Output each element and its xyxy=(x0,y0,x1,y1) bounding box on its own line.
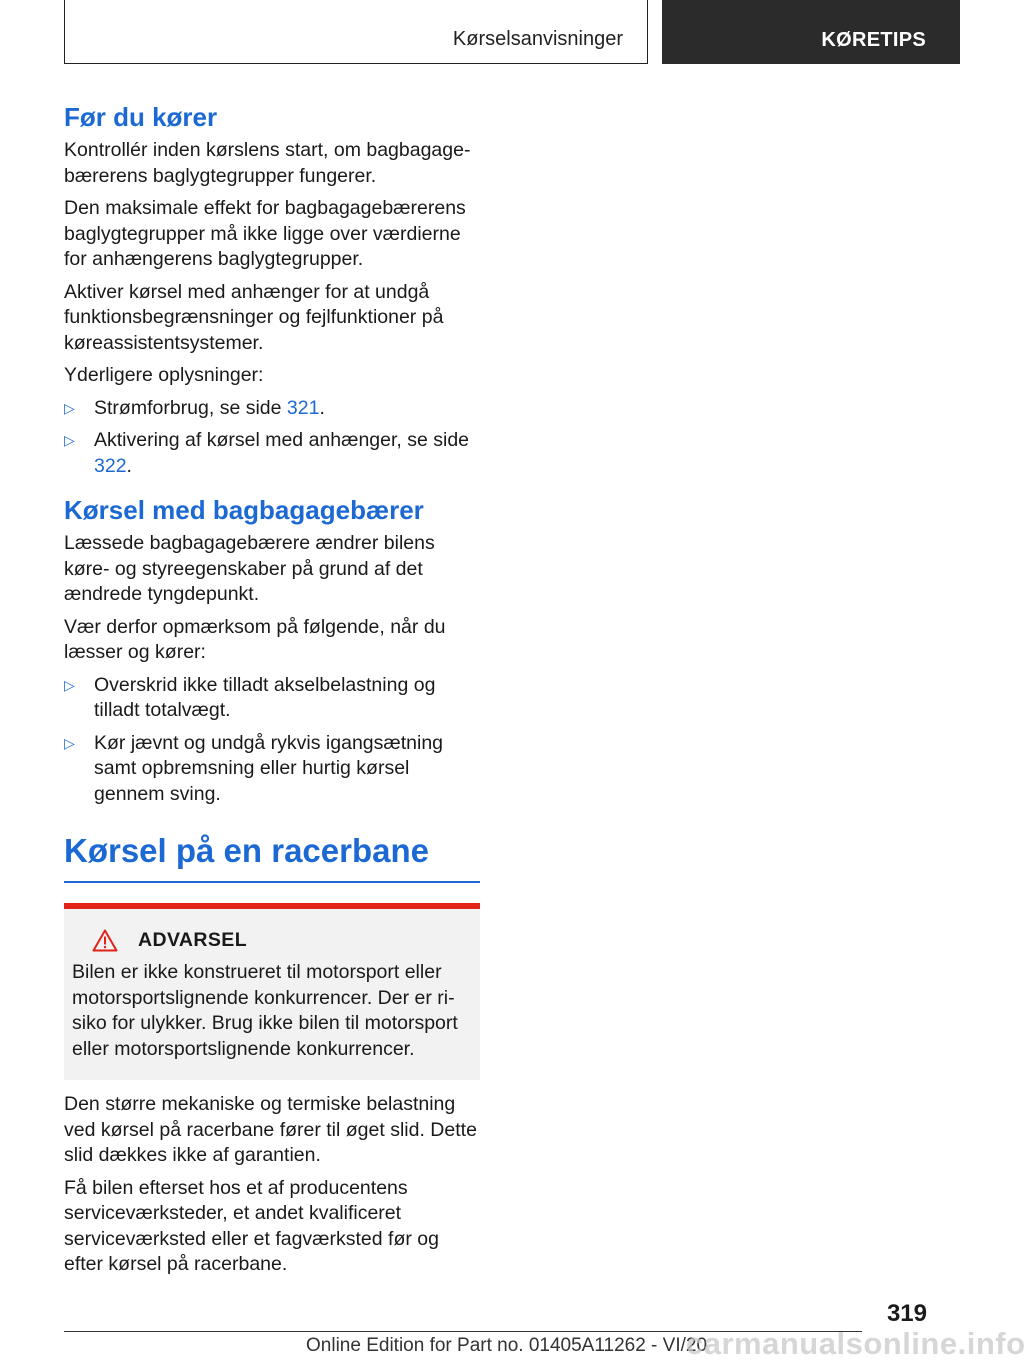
list-item xyxy=(64,731,480,808)
warning-box xyxy=(64,903,480,1080)
paragraph: Den maksimale effekt for bagbagagebærerens baglygtegrupper må ikke ligge over værdierne for anhængerens baglygtegrupper. xyxy=(64,197,466,270)
header-chapter-title: KØRETIPS xyxy=(821,29,926,51)
page-reference-link[interactable]: 322 xyxy=(94,454,127,477)
bullet-list xyxy=(64,673,480,808)
heading-carrier: Kørsel med bagbagagebærer xyxy=(64,495,424,525)
triangle-bullet-icon: ▷ xyxy=(64,399,75,416)
paragraph: Vær derfor opmærksom på følgende, når du læsser og kører: xyxy=(64,615,446,663)
list-item-text: Strømforbrug, se side xyxy=(94,396,287,419)
warning-title: ADVARSEL xyxy=(138,929,248,951)
paragraph: Yderligere oplysninger: xyxy=(64,364,264,386)
warning-text: Bilen er ikke konstrueret til motorsport eller motorsportslignende konkurrencer. Der er risiko for ulykker. Brug ikke bilen til motorsport eller motorsportslignende konkurrencer. xyxy=(72,961,458,1060)
paragraph: Aktiver kørsel med anhænger for at undgå funktionsbegrænsninger og fejlfunktioner på køreassistentsystemer. xyxy=(64,280,444,354)
content-column xyxy=(64,100,480,1285)
bullet-list xyxy=(64,396,480,480)
page-reference-link[interactable]: 321 xyxy=(286,396,320,419)
triangle-bullet-icon: ▷ xyxy=(64,676,75,693)
paragraph: Læssede bagbagagebærere ændrer bilens køre- og styreegenskaber på grund af det ændrede tyngdepunkt. xyxy=(64,532,435,605)
triangle-bullet-icon: ▷ xyxy=(64,432,75,448)
header-section-title: Kørselsanvisninger xyxy=(452,28,623,50)
heading-before-driving: Før du kører xyxy=(64,102,218,132)
list-item-tail: . xyxy=(319,396,325,419)
triangle-bullet-icon: ▷ xyxy=(64,734,75,751)
list-item-text: Kør jævnt og undgå rykvis igangsætning samt opbremsning eller hurtig kørsel gennem sving. xyxy=(94,731,444,805)
paragraph: Kontrollér inden kørslens start, om bagbagagebærerens baglygtegrupper fungerer. xyxy=(64,139,471,187)
list-item-tail: . xyxy=(126,454,132,477)
list-item xyxy=(64,673,480,724)
list-item xyxy=(64,428,480,479)
page-number: 319 xyxy=(886,1300,927,1327)
list-item-text: Aktivering af kørsel med anhænger, se side xyxy=(94,429,470,451)
list-item xyxy=(64,396,480,422)
footer-edition: Online Edition for Part no. 01405A11262 - VI/20 xyxy=(306,1335,708,1356)
header-section-box xyxy=(64,0,648,64)
heading-racetrack: Kørsel på en racerbane xyxy=(64,829,480,883)
paragraph: Få bilen efterset hos et af producentens serviceværksteder, et andet kvalificeret serviceværksted eller et fagværksted før og efter kørsel på racerbane. xyxy=(64,1176,439,1275)
warning-header xyxy=(72,929,472,952)
header-chapter-tab xyxy=(662,0,960,64)
list-item-text: Overskrid ikke tilladt akselbelastning og tilladt totalvægt. xyxy=(94,673,436,721)
paragraph: Den større mekaniske og termiske belastning ved kørsel på racerbane fører til øget slid. Dette slid dækkes ikke af garantien. xyxy=(64,1093,477,1166)
watermark: carmanualsonline.info xyxy=(686,1326,1026,1361)
warning-triangle-icon xyxy=(92,929,118,952)
